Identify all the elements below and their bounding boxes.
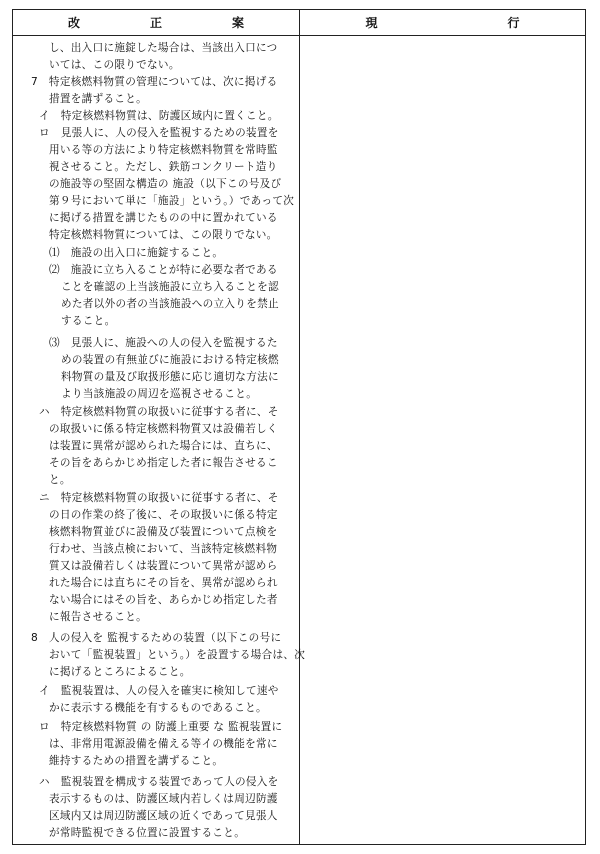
text-line: し、出入口に施錠した場合は、当該出入口につ: [49, 42, 278, 54]
text-line: かに表示する機能を有するものであること。: [49, 702, 267, 714]
text-line: の日の作業の終了後に、その取扱いに係る特定: [49, 509, 278, 521]
text-line: 維持するための措置を講ずること。: [49, 755, 224, 767]
column-divider: [299, 10, 300, 844]
header-current-char-1: 現: [365, 16, 378, 30]
text-line: いては、この限りでない。: [49, 59, 180, 71]
text-line: ⑴ 施設の出入口に施錠すること。: [49, 247, 224, 259]
text-line: ⑶ 見張人に、施設への人の侵入を監視するた: [49, 337, 278, 349]
text-line: ハ 監視装置を構成する装置であって人の侵入を: [39, 776, 279, 788]
header-amendment-char-1: 改: [67, 16, 80, 30]
text-line: ない場合にはその旨を、あらかじめ指定した者: [49, 594, 278, 606]
text-line: 用いる等の方法により特定核燃料物質を常時監: [49, 144, 278, 156]
text-line: に報告させること。: [49, 611, 148, 623]
text-line: 8 人の侵入を 監視するための装置（以下この号に: [31, 632, 282, 644]
text-line: イ 監視装置は、人の侵入を確実に検知して速や: [39, 685, 279, 697]
comparison-table: [12, 9, 586, 845]
text-line: の施設等の堅固な構造の 施設（以下この号及び: [49, 178, 282, 190]
text-line: 行わせ、当該点検において、当該特定核燃料物: [49, 543, 278, 555]
header-amendment-char-2: 正: [149, 16, 162, 30]
header-current: [300, 10, 585, 35]
header-current-char-2: 行: [507, 16, 520, 30]
text-line: おいて「監視装置」という。）を設置する場合は、次: [49, 649, 306, 661]
text-line: に掲げる措置を講じたものの中に置かれている: [49, 212, 278, 224]
text-line: イ 特定核燃料物質は、防護区域内に置くこと。: [39, 110, 279, 122]
text-line: すること。: [61, 315, 116, 327]
text-line: が常時監視できる位置に設置すること。: [49, 827, 246, 839]
text-line: ニ 特定核燃料物質の取扱いに従事する者に、そ: [39, 492, 279, 504]
text-line: めの装置の有無並びに施設における特定核燃: [61, 354, 279, 366]
text-line: と。: [49, 474, 71, 486]
text-line: 特定核燃料物質については、この限りでない。: [49, 229, 278, 241]
text-line: 料物質の量及び取扱形態に応じ適切な方法に: [61, 371, 279, 383]
text-line: れた場合には直ちにその旨を、異常が認められ: [49, 577, 278, 589]
text-line: 措置を講ずること。: [49, 93, 148, 105]
text-line: 質又は設備若しくは装置について異常が認めら: [49, 560, 278, 572]
text-line: その旨をあらかじめ指定した者に報告させるこ: [49, 457, 278, 469]
text-line: ロ 特定核燃料物質 の 防護上重要 な 監視装置に: [39, 721, 283, 733]
header-amendment-char-3: 案: [232, 16, 245, 30]
text-line: は、非常用電源設備を備える等イの機能を常に: [49, 738, 278, 750]
text-line: に掲げるところによること。: [49, 666, 191, 678]
text-line: 表示するものは、防護区域内若しくは周辺防護: [49, 793, 278, 805]
text-line: 7 特定核燃料物質の管理については、次に掲げる: [31, 76, 278, 88]
text-line: ロ 見張人に、人の侵入を監視するための装置を: [39, 127, 279, 139]
text-line: ことを確認の上当該施設に立ち入ることを認: [61, 281, 279, 293]
text-line: より当該施設の周辺を巡視させること。: [61, 388, 258, 400]
text-line: 第９号において単に「施設」という。）であって次: [49, 195, 295, 207]
header-amendment: [13, 10, 299, 35]
text-line: ⑵ 施設に立ち入ることが特に必要な者である: [49, 264, 278, 276]
text-line: 核燃料物質並びに設備及び装置について点検を: [49, 526, 278, 538]
text-line: は装置に異常が認められた場合には、直ちに、: [49, 440, 278, 452]
text-line: の取扱いに係る特定核燃料物質又は設備若しく: [49, 423, 278, 435]
text-line: 区域内又は周辺防護区域の近くであって見張人: [49, 810, 278, 822]
text-line: ハ 特定核燃料物質の取扱いに従事する者に、そ: [39, 406, 279, 418]
text-line: めた者以外の者の当該施設への立入りを禁止: [61, 298, 279, 310]
text-line: 視させること。ただし、鉄筋コンクリート造り: [49, 161, 278, 173]
